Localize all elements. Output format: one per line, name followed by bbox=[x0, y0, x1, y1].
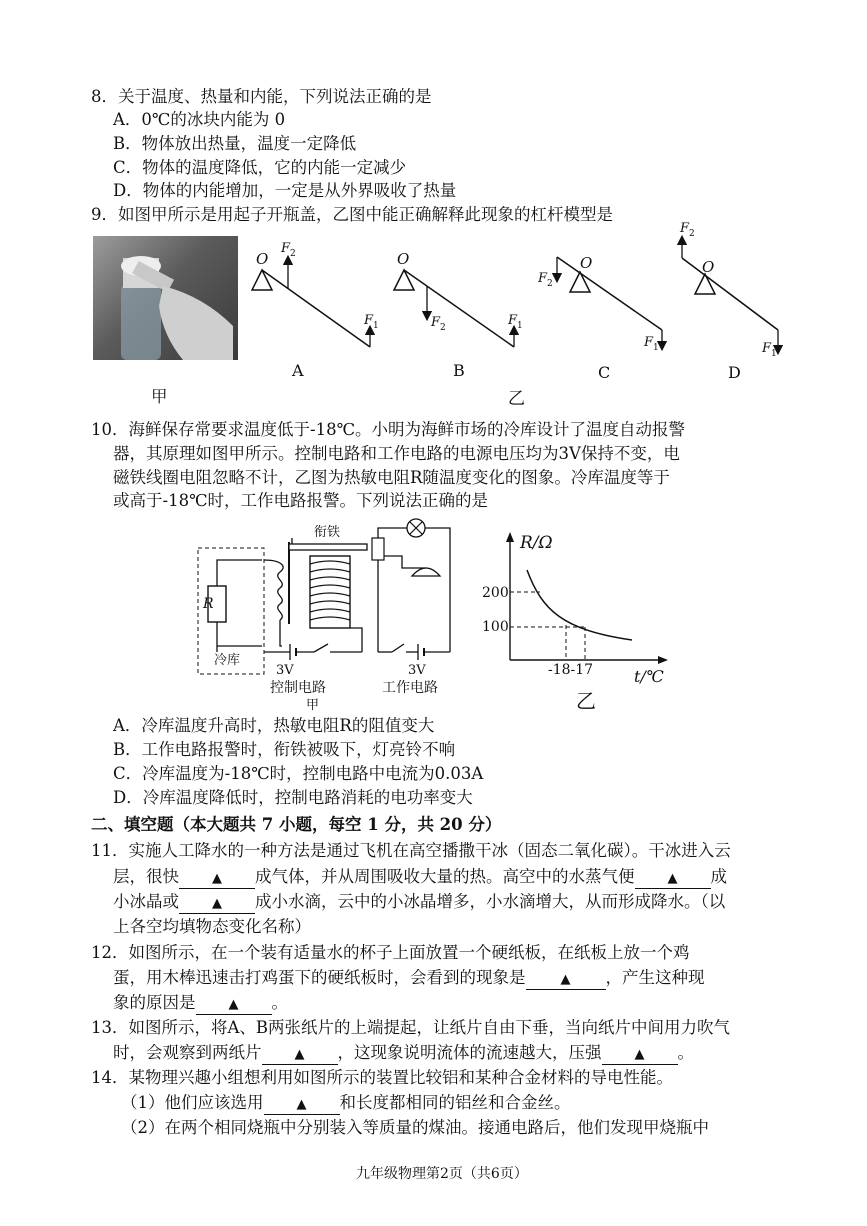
q12-line-1: 12．如图所示，在一个装有适量水的杯子上面放置一个硬纸板，在纸板上放一个鸡 bbox=[91, 943, 690, 962]
q10-line-1: 10．海鲜保存常要求温度低于-18℃。小明为海鲜市场的冷库设计了温度自动报警 bbox=[91, 420, 686, 439]
lever-a-f2-sub: 2 bbox=[290, 249, 296, 259]
lever-c-f1: F bbox=[644, 335, 654, 350]
blank-q12-2[interactable]: ▲ bbox=[196, 996, 272, 1015]
lever-d-o: O bbox=[702, 258, 715, 276]
q8-option-c: C．物体的温度降低，它的内能一定减少 bbox=[113, 158, 407, 177]
lever-models bbox=[240, 212, 800, 409]
bottle-opener-photo bbox=[93, 236, 238, 360]
fig-label-jia: 甲 bbox=[151, 387, 168, 406]
q10-option-c: C．冷库温度为-18℃时，控制电路中电流为0.03A bbox=[113, 764, 484, 783]
q13-line-2: 时，会观察到两纸片 ▲ ，这现象说明流体的流速越大，压强 ▲ 。 bbox=[113, 1042, 694, 1065]
graph-fig-label-yi: 乙 bbox=[576, 689, 596, 713]
page-footer: 九年级物理第2页（共6页） bbox=[356, 1166, 528, 1182]
q8-option-a: A．0℃的冰块内能为 0 bbox=[113, 110, 286, 129]
q11-line-2: 层，很快 ▲ 成气体，并从周围吸收大量的热。高空中的水蒸气便 ▲ 成 bbox=[113, 866, 727, 889]
blank-q13-2[interactable]: ▲ bbox=[602, 1046, 678, 1065]
cold-room-label: 冷库 bbox=[214, 653, 241, 668]
graph-y-100: 100 bbox=[482, 619, 509, 635]
work-voltage: 3V bbox=[408, 663, 426, 678]
control-voltage: 3V bbox=[276, 663, 294, 678]
q8-stem: 8．关于温度、热量和内能，下列说法正确的是 bbox=[91, 87, 432, 106]
blank-q13-1[interactable]: ▲ bbox=[262, 1046, 338, 1065]
q13-line-1: 13．如图所示，将A、B两张纸片的上端提起，让纸片自由下垂，当向纸片中间用力吹气 bbox=[91, 1018, 731, 1037]
blank-q11-1[interactable]: ▲ bbox=[179, 870, 255, 889]
graph-y-label: R/Ω bbox=[520, 533, 553, 553]
blank-q11-3[interactable]: ▲ bbox=[179, 895, 255, 914]
blank-q11-2[interactable]: ▲ bbox=[635, 870, 711, 889]
lever-d-f2: F bbox=[680, 221, 690, 236]
lever-label-b: B bbox=[453, 361, 465, 380]
armature-label: 衔铁 bbox=[314, 525, 341, 540]
lever-b-f2-sub: 2 bbox=[440, 323, 446, 333]
lever-c-o: O bbox=[580, 254, 593, 272]
lever-c-f2: F bbox=[538, 271, 548, 286]
lever-a-o: O bbox=[256, 250, 269, 268]
q8-option-b: B．物体放出热量，温度一定降低 bbox=[113, 134, 357, 153]
q14-line-3: （2）在两个相同烧瓶中分别装入等质量的煤油。接通电路后，他们发现甲烧瓶中 bbox=[121, 1118, 709, 1137]
blank-q12-1[interactable]: ▲ bbox=[526, 971, 606, 990]
q14-line-2: （1）他们应该选用 ▲ 和长度都相同的铝丝和合金丝。 bbox=[121, 1092, 571, 1115]
lever-d-f1: F bbox=[762, 341, 772, 356]
thermistor-graph bbox=[482, 530, 672, 715]
q10-line-2: 器，其原理如图甲所示。控制电路和工作电路的电源电压均为3V保持不变，电 bbox=[113, 444, 680, 463]
q10-line-4: 或高于-18℃时，工作电路报警。下列说法正确的是 bbox=[113, 491, 489, 510]
lever-d-f1-sub: 1 bbox=[771, 349, 777, 359]
q14-line-1: 14．某物理兴趣小组想利用如图所示的装置比较铝和某种合金材料的导电性能。 bbox=[91, 1068, 673, 1087]
q10-option-d: D．冷库温度降低时，控制电路消耗的电功率变大 bbox=[113, 788, 473, 807]
lever-a-f1: F bbox=[364, 313, 374, 328]
lever-label-d: D bbox=[728, 363, 741, 382]
q12-line-2: 蛋，用木棒迅速击打鸡蛋下的硬纸板时，会看到的现象是 ▲ ，产生这种现 bbox=[113, 967, 705, 990]
lever-c-f2-sub: 2 bbox=[547, 279, 553, 289]
lever-b-f1: F bbox=[508, 313, 518, 328]
lever-a-f2: F bbox=[281, 241, 291, 256]
q11-line-1: 11．实施人工降水的一种方法是通过飞机在高空播撒干冰（固态二氧化碳）。干冰进入云 bbox=[91, 841, 731, 860]
q11-line-3: 小冰晶或 ▲ 成小水滴，云中的小冰晶增多，小水滴增大，从而形成降水。（以 bbox=[113, 891, 725, 914]
graph-x-ticks: -18-17 bbox=[548, 662, 594, 678]
alarm-circuit-diagram bbox=[192, 516, 482, 711]
graph-y-200: 200 bbox=[482, 585, 509, 601]
lever-a-f1-sub: 1 bbox=[373, 321, 379, 331]
lever-c-f1-sub: 1 bbox=[653, 343, 659, 353]
lever-b-f1-sub: 1 bbox=[517, 321, 523, 331]
q9-stem: 9．如图甲所示是用起子开瓶盖，乙图中能正确解释此现象的杠杆模型是 bbox=[91, 205, 613, 224]
q11-line-4: 上各空均填物态变化名称） bbox=[113, 917, 311, 936]
lever-d-f2-sub: 2 bbox=[689, 229, 695, 239]
q10-option-b: B．工作电路报警时，衔铁被吸下，灯亮铃不响 bbox=[113, 740, 456, 759]
work-circuit-label: 工作电路 bbox=[382, 680, 438, 696]
graph-x-label: t/℃ bbox=[634, 667, 664, 686]
q10-option-a: A．冷库温度升高时，热敏电阻R的阻值变大 bbox=[113, 716, 435, 735]
lever-b-f2: F bbox=[431, 315, 441, 330]
lever-label-a: A bbox=[292, 361, 304, 380]
control-circuit-label: 控制电路 bbox=[270, 680, 326, 696]
blank-q14-1[interactable]: ▲ bbox=[264, 1096, 340, 1115]
circuit-fig-label-jia: 甲 bbox=[306, 698, 320, 713]
q12-line-3: 象的原因是 ▲ 。 bbox=[113, 992, 288, 1015]
q8-option-d: D．物体的内能增加，一定是从外界吸收了热量 bbox=[113, 181, 457, 200]
lever-b-o: O bbox=[397, 250, 410, 268]
fig-label-yi: 乙 bbox=[508, 389, 525, 409]
resistor-r-label: R bbox=[203, 596, 214, 612]
q10-line-3: 磁铁线圈电阻忽略不计，乙图为热敏电阻R随温度变化的图象。冷库温度等于 bbox=[113, 468, 670, 487]
lever-label-c: C bbox=[598, 363, 611, 382]
section-2-heading: 二、填空题（本大题共 7 小题，每空 1 分，共 20 分） bbox=[91, 815, 502, 834]
